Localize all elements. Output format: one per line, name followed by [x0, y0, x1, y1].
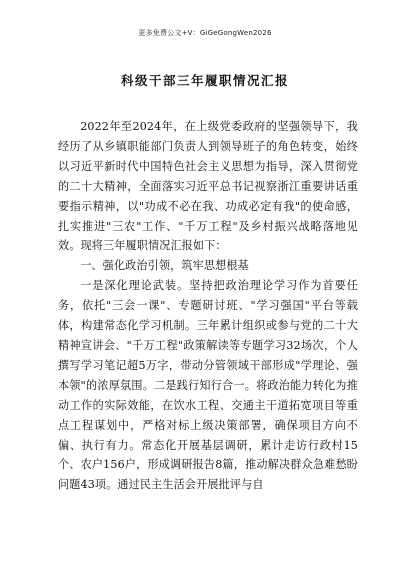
document-body	[58, 117, 358, 495]
paragraph-section-1: 一是深化理论武装。坚持把政治理论学习作为首要任务，依托"三会一课"、专题研讨班、"学习强国"平台等载体，构建常态化学习机制。三年累计组织或参与党的二十大精神宣讲会、"千万工程"政策解读等专题学习32场次，个人撰写学习笔记超5万字，带动分管领域干部形成"学理论、强本领"的浓厚氛围。二是践行知行合一。将政治能力转化为推动工作的实际效能，在饮水工程、交通主干道拓宽项目等重点工程谋划中，严格对标上级决策部署，确保项目方向不偏、执行有力。常态化开展基层调研，累计走访行政村15个、农户156户，形成调研报告8篇，推动解决群众急难愁盼问题43项。通过民主生活会开展批评与自	[58, 279, 358, 492]
document-title: 科级干部三年履职情况汇报	[120, 73, 289, 88]
section-heading-1: 一、强化政治引领，筑牢思想根基	[80, 259, 249, 273]
header-note: 更多免费公文+V：GiGeGongWen2026	[138, 29, 272, 37]
paragraph-intro: 2022年至2024年，在上级党委政府的坚强领导下，我经历了从乡镇职能部门负责人到领导班子的角色转变，始终以习近平新时代中国特色社会主义思想为指导，深入贯彻党的二十大精神，全面落实习近平总书记视察浙江重要讲话重要指示精神，以"功成不必在我、功成必定有我"的使命感，扎实推进"三农"工作、"千万工程"及乡村振兴战略落地见效。现将三年履职情况汇报如下：	[58, 120, 358, 253]
